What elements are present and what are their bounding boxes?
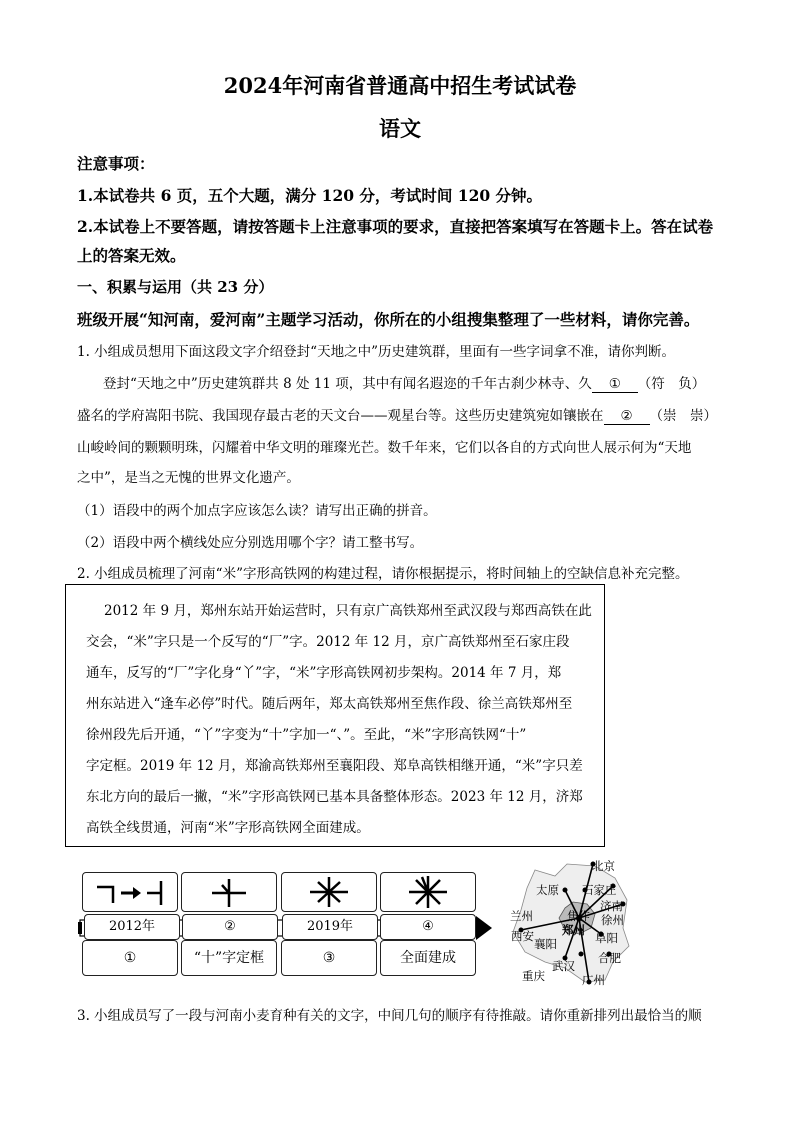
city-label: 重庆 bbox=[522, 969, 545, 983]
city-label: 北京 bbox=[592, 859, 615, 873]
timeline-label: 2019年 bbox=[282, 914, 378, 940]
timeline-label: 2012年 bbox=[84, 914, 180, 940]
q1-passage-line-4: 之中”，是当之无愧的世界文化遗产。 bbox=[77, 470, 300, 486]
exam-title: 2024年河南省普通高中招生考试试卷 bbox=[223, 73, 577, 98]
notice-item-2b: 上的答案无效。 bbox=[77, 246, 186, 265]
stage-label: “十”字定框 bbox=[181, 940, 277, 976]
box-line: 徐州段先后开通，“丫”字变为“十”字加一“、”。至此，“米”字形高铁网“十” bbox=[86, 727, 527, 743]
stage-label: ① bbox=[82, 940, 178, 976]
stage-label: 全面建成 bbox=[380, 940, 476, 976]
notice-heading: 注意事项： bbox=[77, 154, 155, 173]
city-label: 襄阳 bbox=[534, 937, 557, 951]
box-line: 通车，反写的“厂”字化身“丫”字，“米”字形高铁网初步架构。2014 年 7 月，郑 bbox=[86, 665, 562, 681]
ya-shape bbox=[182, 873, 276, 911]
shape-cell-3 bbox=[281, 872, 377, 912]
notice-item-2a: 2.本试卷上不要答题，请按答题卡上注意事项的要求，直接把答案填写在答题卡上。答在试卷 bbox=[77, 217, 714, 236]
passage-text: 盛名的学府嵩阳书院、我国现存最古老的天文台——观星台等。这些历史建筑宛如镶嵌在 bbox=[77, 408, 604, 424]
exam-subject: 语文 bbox=[379, 116, 421, 141]
q1-sub-2: （2）语段中两个横线处应分别选用哪个字？请工整书写。 bbox=[77, 535, 424, 551]
option-2: （崇 崇） bbox=[649, 408, 717, 424]
box-line: 字定框。2019 年 12 月，郑渝高铁郑州至襄阳段、郑阜高铁相继开通，“米”字只差 bbox=[86, 758, 583, 774]
city-label: 太原 bbox=[536, 883, 559, 897]
city-label: 焦作 bbox=[567, 909, 590, 923]
timeline-label: ④ bbox=[380, 914, 476, 940]
q1-passage-line-3: 山峻岭间的颗颗明珠，闪耀着中华文明的璀璨光芒。数千年来，它们以各自的方式向世人展示何为“天地 bbox=[77, 440, 692, 456]
option-1: （符 负） bbox=[637, 376, 706, 392]
box-line: 东北方向的最后一撇，“米”字形高铁网已基本具备整体形态。2023 年 12 月，济郑 bbox=[86, 789, 583, 805]
blank-1: ① bbox=[592, 376, 638, 393]
shape-cell-4 bbox=[380, 872, 476, 912]
box-line: 州东站进入“逢车必停”时代。随后两年，郑太高铁郑州至焦作段、徐兰高铁郑州至 bbox=[86, 696, 573, 712]
city-label: 郑州 bbox=[562, 923, 585, 937]
passage-text: 登封“天地之中”历史建筑群共 8 处 11 项，其中有闻名遐迩的千年古刹少林寺、久 bbox=[103, 376, 592, 392]
q1-stem: 1. 小组成员想用下面这段文字介绍登封“天地之中”历史建筑群，里面有一些字词拿不准，请你判断。 bbox=[77, 344, 675, 360]
blank-2: ② bbox=[604, 408, 650, 425]
city-label: 广州 bbox=[582, 973, 605, 987]
q3-stem: 3. 小组成员写了一段与河南小麦育种有关的文字，中间几句的顺序有待推敲。请你重新排列出最恰当的顺 bbox=[77, 1008, 702, 1024]
stage-label: ③ bbox=[281, 940, 377, 976]
q1-passage-line-2 bbox=[77, 404, 737, 425]
city-label: 石家庄 bbox=[582, 883, 617, 897]
city-label: 徐州 bbox=[601, 913, 624, 927]
box-line: 交会，“米”字只是一个反写的“厂”字。2012 年 12 月，京广高铁郑州至石家庄段 bbox=[86, 634, 570, 650]
notice-item-1: 1.本试卷共 6 页，五个大题，满分 120 分，考试时间 120 分钟。 bbox=[77, 186, 543, 205]
section-intro: 班级开展“知河南，爱河南”主题学习活动，你所在的小组搜集整理了一些材料，请你完善。 bbox=[77, 310, 700, 329]
shape-cell-1 bbox=[82, 872, 178, 912]
q2-passage-box bbox=[65, 584, 605, 847]
shape-cell-2 bbox=[181, 872, 277, 912]
box-line: 高铁全线贯通，河南“米”字形高铁网全面建成。 bbox=[86, 820, 370, 836]
section-heading: 一、积累与运用（共 23 分） bbox=[77, 278, 274, 296]
timeline-label: ② bbox=[182, 914, 278, 940]
reverse-chang-shape bbox=[83, 873, 177, 911]
city-label: 合肥 bbox=[598, 951, 621, 965]
q2-stem: 2. 小组成员梳理了河南“米”字形高铁网的构建过程，请你根据提示，将时间轴上的空缺信息补充完整。 bbox=[77, 566, 689, 582]
q1-sub-1: （1）语段中的两个加点字应该怎么读？请写出正确的拼音。 bbox=[77, 503, 437, 519]
q1-passage-line-1 bbox=[103, 372, 763, 393]
city-label: 阜阳 bbox=[595, 931, 618, 945]
city-label: 兰州 bbox=[510, 909, 533, 923]
city-label: 西安 bbox=[511, 929, 534, 943]
box-line: 2012 年 9 月，郑州东站开始运营时，只有京广高铁郑州至武汉段与郑西高铁在此 bbox=[104, 603, 592, 619]
city-label: 济南 bbox=[600, 899, 623, 913]
mi-full-shape bbox=[381, 873, 475, 911]
city-label: 武汉 bbox=[552, 959, 575, 973]
mi-partial-shape bbox=[282, 873, 376, 911]
